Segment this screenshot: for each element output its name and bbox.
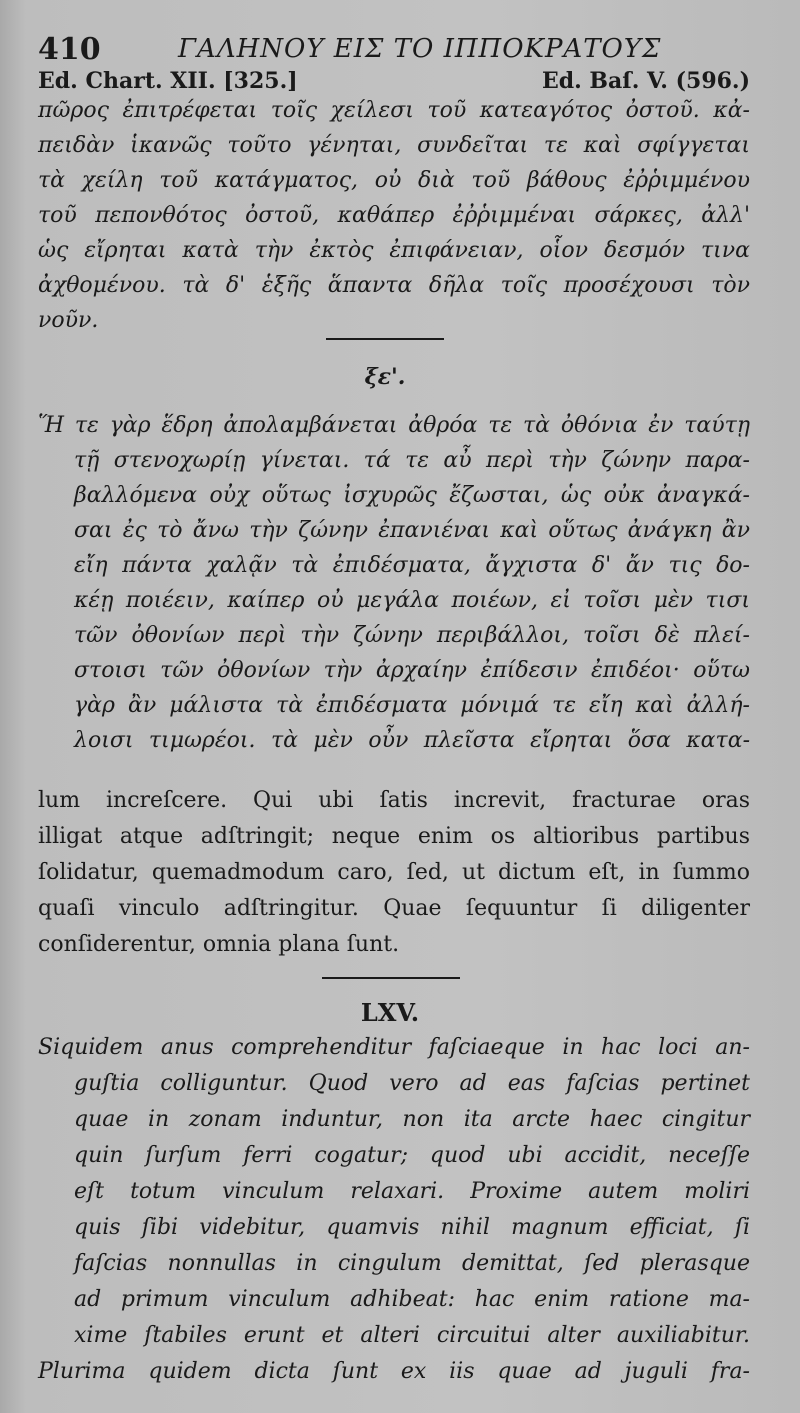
page-number: 410: [38, 32, 101, 67]
text-line: faſcias nonnullas in cingulum demittat, ſed plerasque: [74, 1251, 750, 1276]
edition-chart-reference: Ed. Chart. XII. [325.]: [38, 68, 298, 94]
text-line: σαι ἐς τὸ ἄνω τὴν ζώνην ἐπανιέναι καὶ οὕτως ἀνάγκη ἂν: [74, 518, 750, 543]
greek-section-number: ξε'.: [364, 364, 406, 390]
text-line: Siquidem anus comprehenditur faſciaeque in hac loci an-: [38, 1035, 750, 1060]
section-divider: [322, 977, 460, 979]
text-line: quae in zonam induntur, non ita arcte haec cingitur: [74, 1107, 750, 1132]
text-line: ad primum vinculum adhibeat: hac enim ratione ma-: [74, 1287, 750, 1312]
section-divider: [326, 338, 444, 340]
greek-section-text: [38, 408, 750, 758]
text-line: lum increſcere. Qui ubi ſatis increvit, fracturae oras: [38, 788, 750, 813]
latin-section-text: [38, 1030, 750, 1390]
text-line: τῇ στενοχωρίῃ γίνεται. τά τε αὖ περὶ τὴν ζώνην παρα-: [74, 448, 750, 473]
text-line: Ἥ τε γὰρ ἕδρη ἀπολαμβάνεται ἀθρόα τε τὰ ὀθόνια ἐν ταύτῃ: [38, 413, 750, 438]
text-line: κέῃ ποιέειν, καίπερ οὐ μεγάλα ποιέων, εἰ τοῖσι μὲν τισι: [74, 588, 750, 613]
text-line: βαλλόμενα οὐχ οὕτως ἰσχυρῶς ἔζωσται, ὡς οὐκ ἀναγκά-: [74, 483, 750, 508]
text-line: quin ſurſum ferri cogatur; quod ubi accidit, neceſſe: [74, 1143, 750, 1168]
running-title: ΓΑΛΗΝΟΥ ΕΙΣ ΤΟ ΙΠΠΟΚΡΑΤΟΥΣ: [178, 34, 662, 64]
text-line: ſolidatur, quemadmodum caro, ſed, ut dictum eſt, in ſummo: [38, 860, 750, 885]
text-line: λοισι τιμωρέοι. τὰ μὲν οὖν πλεῖστα εἴρηται ὅσα κατα-: [74, 728, 750, 753]
text-line: στοισι τῶν ὀθονίων τὴν ἀρχαίην ἐπίδεσιν ἐπιδέοι· οὕτω: [74, 658, 750, 683]
text-line: illigat atque adſtringit; neque enim os altioribus partibus: [38, 824, 750, 849]
text-line: Plurima quidem dicta ſunt ex iis quae ad juguli fra-: [38, 1359, 750, 1384]
text-line: τὰ χείλη τοῦ κατάγματος, οὐ διὰ τοῦ βάθους ἐῤῥιμμένου: [38, 168, 750, 193]
edition-basel-reference: Ed. Baſ. V. (596.): [541, 68, 750, 94]
text-line: quis ſibi videbitur, quamvis nihil magnum efficiat, ſi: [74, 1215, 750, 1240]
text-line: εἴη πάντα χαλᾷν τὰ ἐπιδέσματα, ἄγχιστα δ' ἄν τις δο-: [74, 553, 750, 578]
page-header: [38, 32, 758, 72]
text-line: ἀχθομένου. τὰ δ' ἑξῆς ἅπαντα δῆλα τοῖς προσέχουσι τὸν: [38, 273, 750, 298]
text-line: πῶρος ἐπιτρέφεται τοῖς χείλεσι τοῦ κατεαγότος ὀστοῦ. κἀ-: [38, 98, 750, 123]
greek-paragraph-continued: [38, 93, 750, 338]
latin-paragraph-continued: [38, 783, 750, 963]
text-line: eſt totum vinculum relaxari. Proxime autem moliri: [74, 1179, 750, 1204]
text-line: τῶν ὀθονίων περὶ τὴν ζώνην περιβάλλοι, τοῖσι δὲ πλεί-: [74, 623, 750, 648]
text-line: xime ſtabiles erunt et alteri circuitui alter auxiliabitur.: [74, 1323, 750, 1348]
text-line: ὡς εἴρηται κατὰ τὴν ἐκτὸς ἐπιφάνειαν, οἷον δεσμόν τινα: [38, 238, 750, 263]
text-line: τοῦ πεπονθότος ὀστοῦ, καθάπερ ἐῤῥιμμέναι σάρκες, ἀλλ': [38, 203, 750, 228]
text-line: γὰρ ἂν μάλιστα τὰ ἐπιδέσματα μόνιμά τε εἴη καὶ ἀλλή-: [74, 693, 750, 718]
text-line: conſiderentur, omnia plana ſunt.: [38, 932, 400, 957]
text-line: νοῦν.: [38, 308, 99, 333]
text-line: guſtia colliguntur. Quod vero ad eas faſcias pertinet: [74, 1071, 750, 1096]
latin-section-number: LXV.: [360, 998, 420, 1027]
text-line: πειδὰν ἱκανῶς τοῦτο γένηται, συνδεῖται τε καὶ σφίγγεται: [38, 133, 750, 158]
text-line: quaſi vinculo adſtringitur. Quae ſequuntur ſi diligenter: [38, 896, 750, 921]
